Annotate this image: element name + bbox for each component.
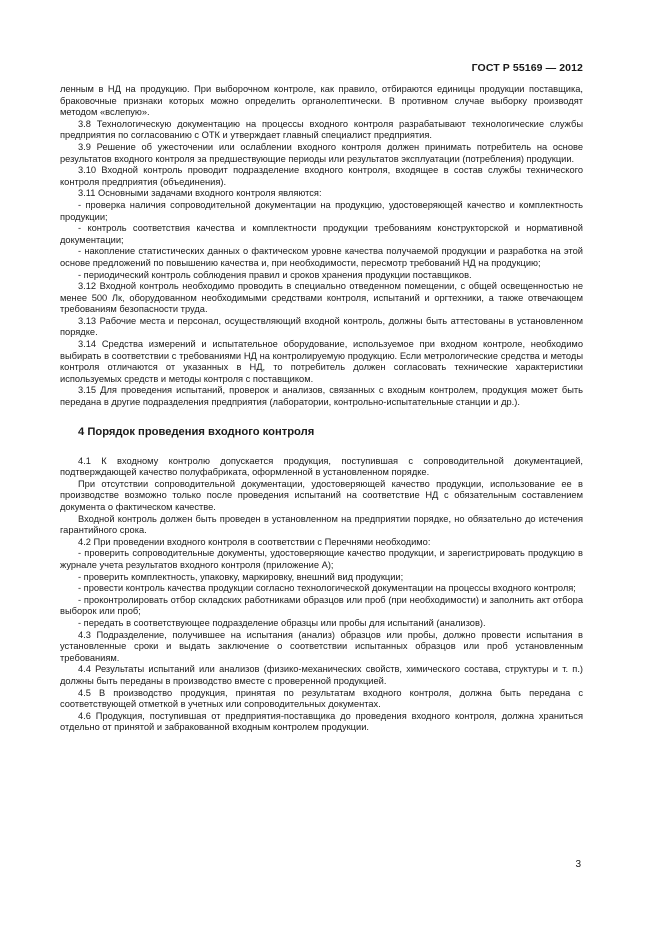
paragraph: 3.10 Входной контроль проводит подразделение входного контроля, входящее в состав службы технического контроля предприятия (объединения).	[60, 165, 583, 187]
paragraph: 3.8 Технологическую документацию на процессы входного контроля разрабатывают технологические службы предприятия по согласованию с ОТК и утверждает главный специалист предприятия.	[60, 118, 583, 141]
paragraph: - накопление статистических данных о фактическом уровне качества получаемой продукции и разработка на этой основе предложений по повышению качества и, при необходимости, пересмотр требований НД на продукцию;	[60, 246, 583, 268]
paragraph: - проконтролировать отбор складских работниками образцов или проб (при необходимости) и заполнить акт отбора выборок или проб;	[60, 594, 583, 617]
document-body	[60, 84, 583, 734]
document-code-header: ГОСТ Р 55169 — 2012	[471, 62, 583, 74]
paragraph: - периодический контроль соблюдения правил и сроков хранения продукции поставщиков.	[78, 269, 472, 280]
paragraph: При отсутствии сопроводительной документации, удостоверяющей качество продукции, использование ее в производстве возможно только после проведения испытаний на соответствие НД с обязательным составлением документа о фактическом качестве.	[60, 478, 583, 512]
paragraph: 3.13 Рабочие места и персонал, осуществляющий входной контроль, должны быть аттестованы в установленном порядке.	[60, 315, 583, 338]
paragraph: Входной контроль должен быть проведен в установленном на предприятии порядке, но обязательно до истечения гарантийного срока.	[60, 513, 583, 536]
paragraph: 4.2 При проведении входного контроля в соответствии с Перечнями необходимо:	[78, 536, 431, 547]
paragraph: 3.15 Для проведения испытаний, проверок и анализов, связанных с входным контролем, продукция может быть передана в другие подразделения предприятия (лаборатории, контрольно-испытательные станции и др.).	[60, 385, 583, 408]
page-number: 3	[575, 859, 581, 870]
paragraph: 4.6 Продукция, поступившая от предприятия-поставщика до проведения входного контроля, должна храниться отдельно от принятой и забракованной входным контролем продукции.	[60, 710, 583, 733]
section-4-text	[60, 456, 583, 734]
paragraph: - проверить комплектность, упаковку, маркировку, внешний вид продукции;	[78, 571, 404, 582]
paragraph: 3.11 Основными задачами входного контроля являются:	[78, 188, 322, 199]
paragraph: - передать в соответствующее подразделение образцы или пробы для испытаний (анализов).	[78, 617, 486, 628]
paragraph: 4.5 В производство продукция, принятая по результатам входного контроля, должна быть передана с соответствующей отметкой в учетных или сопроводительных документах.	[60, 687, 583, 710]
paragraph: 3.12 Входной контроль необходимо проводить в специально отведенном помещении, с общей освещенностью не менее 500 Лк, оборудованном необходимыми средствами контроля, испытаний и оргтехники, а также отвечающем требованиям безопасности труда.	[60, 281, 583, 315]
paragraph: 4.4 Результаты испытаний или анализов (физико-механических свойств, химического состава, структуры и т. п.) должны быть переданы в производство вместе с проверенной продукцией.	[60, 664, 583, 686]
section-title: 4 Порядок проведения входного контроля	[78, 425, 315, 438]
paragraph: 3.14 Средства измерений и испытательное оборудование, используемое при входном контроле, необходимо выбирать в соответствии с требованиями НД на контролируемую продукцию. Если метрологические средства и методы контроля отличаются от указанных в НД, то потребитель должен согласовать технические характеристики используемых средств и методы контроля с поставщиком.	[60, 339, 583, 384]
paragraph: - провести контроль качества продукции согласно технологической документации на процессы входного контроля;	[78, 583, 576, 594]
paragraph: ленным в НД на продукцию. При выборочном контроле, как правило, отбираются единицы продукции поставщика, браковочные признаки которых можно определить органолептически. В противном случае выборку производят методом «вслепую».	[60, 84, 583, 118]
paragraph: - контроль соответствия качества и комплектности продукции требованиям конструкторской и нормативной документации;	[60, 223, 583, 245]
paragraph: 4.1 К входному контролю допускается продукция, поступившая с сопроводительной документацией, подтверждающей качество полуфабриката, оформленной в установленном порядке.	[60, 455, 583, 478]
paragraph: - проверка наличия сопроводительной документации на продукцию, удостоверяющей качество и комплектность продукции;	[60, 199, 583, 222]
paragraph: 3.9 Решение об ужесточении или ослаблении входного контроля должен принимать потребитель на основе результатов входного контроля за предшествующие периоды или результатов эксплуатации (потребления) продукции.	[60, 141, 583, 164]
section-3-text	[60, 84, 583, 409]
paragraph: - проверить сопроводительные документы, удостоверяющие качество продукции, и зарегистрировать продукцию в журнале учета результатов входного контроля (приложение А);	[60, 548, 583, 570]
paragraph: 4.3 Подразделение, получившее на испытания (анализ) образцов или пробы, должно провести испытания в установленные сроки и выдать заключение о соответствии испытанных образцов или проб установленным требованиям.	[60, 629, 583, 663]
